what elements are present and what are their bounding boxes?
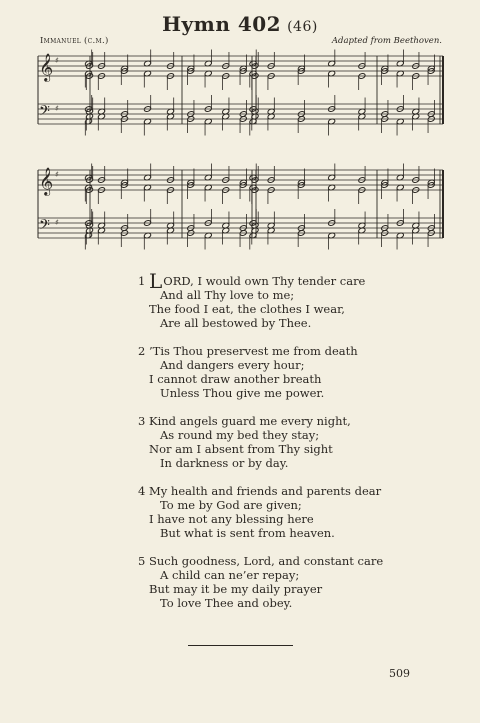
verse-line: But what is sent from heaven.	[160, 526, 335, 540]
verse-line: Nor am I absent from Thy sight	[149, 442, 333, 456]
end-rule	[188, 645, 293, 646]
treble-clef-icon: 𝄞	[39, 167, 54, 195]
composer-attribution: Adapted from Beethoven.	[331, 36, 442, 46]
hymn-title: Hymn 402	[162, 12, 282, 36]
sharp-icon: ♯	[55, 56, 59, 65]
treble-clef-icon: 𝄞	[39, 53, 54, 81]
verse-3	[138, 414, 438, 470]
bass-clef-icon: 𝄢	[39, 217, 50, 237]
verse-1	[138, 269, 438, 330]
tune-name: Immanuel (c.m.)	[40, 36, 109, 46]
verse-line: Unless Thou give me power.	[160, 386, 325, 400]
verse-2	[138, 344, 438, 400]
verse-number: 4	[138, 484, 146, 498]
verse-number: 2	[138, 344, 146, 358]
verse-line: And dangers every hour;	[160, 358, 305, 372]
verse-4	[138, 484, 438, 540]
verse-line: I cannot draw another breath	[149, 372, 322, 386]
verse-line: And all Thy love to me;	[160, 288, 295, 302]
verse-line: 4 My health and friends and parents dear	[138, 484, 382, 498]
verse-line: Are all bestowed by Thee.	[160, 316, 312, 330]
music-system-1	[0, 46, 480, 136]
verse-line: In darkness or by day.	[160, 456, 289, 470]
verse-number: 5	[138, 554, 146, 568]
hymn-verses	[138, 269, 438, 624]
verse-line: 1 LORD, I would own Thy tender care	[138, 269, 366, 293]
music-system-2	[0, 160, 480, 250]
page-number: 509	[389, 667, 410, 680]
drop-cap: L	[149, 269, 163, 293]
sharp-icon: ♯	[55, 218, 59, 227]
verse-line: To me by God are given;	[160, 498, 302, 512]
verse-line: 2 ’Tis Thou preservest me from death	[138, 344, 358, 358]
hymn-heading	[0, 12, 480, 36]
verse-line: I have not any blessing here	[149, 512, 314, 526]
verse-line: But may it be my daily prayer	[149, 582, 323, 596]
verse-line: A child can ne’er repay;	[160, 568, 300, 582]
sharp-icon: ♯	[55, 170, 59, 179]
verse-line: As round my bed they stay;	[160, 428, 320, 442]
verse-number: 3	[138, 414, 146, 428]
verse-line: 5 Such goodness, Lord, and constant care	[138, 554, 384, 568]
verse-line: 3 Kind angels guard me every night,	[138, 414, 351, 428]
sharp-icon: ♯	[55, 104, 59, 113]
verse-line: To love Thee and obey.	[160, 596, 293, 610]
verse-number: 1	[138, 274, 146, 288]
bass-clef-icon: 𝄢	[39, 103, 50, 123]
verse-line: The food I eat, the clothes I wear,	[149, 302, 345, 316]
verse-5	[138, 554, 438, 610]
hymn-number: (46)	[287, 19, 318, 35]
